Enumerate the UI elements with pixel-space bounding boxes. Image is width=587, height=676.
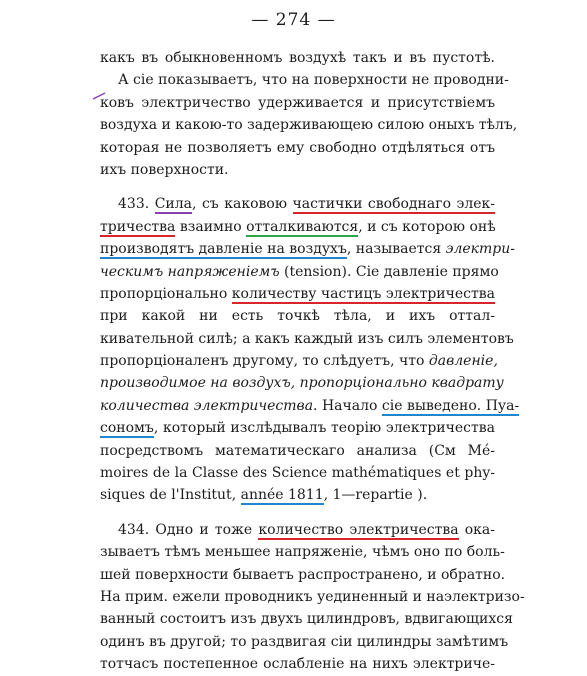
text-fragment: siques de l'Institut, — [100, 487, 241, 504]
highlight-pressure: производятъ давленіе на воздухъ — [100, 241, 347, 258]
text-line: ванный состоитъ изъ двухъ цилиндровъ, вдвигающихся — [100, 611, 513, 628]
paragraph-continuation — [100, 47, 518, 181]
text-fragment: , 1—repartie ). — [323, 487, 428, 504]
text-line: зываетъ тѣмъ меньшее напряженіе, чѣмъ оно по боль- — [100, 544, 505, 561]
section-number: 433. — [118, 196, 155, 213]
paragraph-434 — [100, 519, 525, 676]
highlight-year: année 1811 — [240, 487, 324, 504]
text-line: кивательной силѣ; а какъ каждый изъ силъ элементовъ — [100, 330, 514, 347]
text-line — [100, 238, 515, 260]
text-line — [100, 519, 495, 541]
section-number: 434. Одно и тоже — [118, 521, 259, 538]
text-line: одинъ въ другой; то раздвигая сіи цилиндры замѣтимъ — [100, 633, 509, 650]
text-line: посредствомъ математическаго анализа (См Mé- — [100, 442, 495, 459]
text-line — [100, 216, 495, 238]
highlight-poisson: сономъ — [100, 420, 154, 437]
italic-term: производимое на воздухъ, пропорціонально квадрату — [100, 375, 504, 392]
text-fragment: , и съ которою онѣ — [358, 218, 496, 235]
text-line — [100, 261, 499, 283]
italic-term: давленіе, — [428, 353, 498, 370]
text-line: тотчасъ постепенное ослабленіе на нихъ электриче- — [100, 656, 495, 673]
text-line — [100, 417, 495, 439]
highlight-repel: отталкиваются — [246, 218, 359, 235]
highlight-derived: сіе выведено. Пуа- — [381, 397, 520, 414]
highlight-particles: частички свободнаго элек- — [292, 196, 496, 213]
text-line — [100, 372, 504, 394]
text-line: какъ въ обыкновенномъ воздухѣ такъ и въ пустотѣ. — [100, 50, 495, 66]
text-line — [100, 283, 495, 305]
text-line: воздуха и какою-то задерживающею силою оныхъ тѣлъ, — [100, 117, 518, 134]
text-fragment: . Начало — [313, 397, 382, 414]
text-line: при какой ни есть точкѣ тѣла, и ихъ оттал- — [100, 308, 495, 325]
text-line: ковъ электричество удерживается и присутствіемъ — [100, 94, 495, 111]
text-fragment: , называется — [346, 241, 446, 258]
text-line — [100, 350, 498, 372]
text-fragment: пропорціонально — [100, 285, 232, 302]
text-fragment: (tension). Сіе давленіе прямо — [279, 263, 499, 280]
text-fragment: , который изслѣдывалъ теорію электричества — [153, 420, 495, 437]
italic-term: электри- — [445, 241, 515, 258]
highlight-quantity: количеству частицъ электричества — [231, 285, 495, 302]
text-line — [100, 395, 520, 417]
text-line: А сіе показываетъ, что на поверхности не проводни- — [118, 72, 509, 89]
text-column — [100, 47, 525, 676]
highlight-sila: Сила — [154, 196, 192, 213]
text-line: На прим. ежели проводникъ уединенный и наэлектризо- — [100, 588, 525, 605]
text-fragment: взаимно — [175, 218, 247, 235]
text-line — [100, 484, 495, 506]
highlight-quantity-2: количество электричества — [258, 521, 459, 538]
page-number: — 274 — — [251, 10, 336, 30]
paragraph-433 — [100, 193, 520, 506]
italic-term: количества электричества — [100, 397, 314, 414]
text-line: moires de la Classe des Science mathématiques et phy- — [100, 465, 495, 482]
highlight-electricity: тричества — [100, 218, 176, 235]
text-line: ихъ поверхности. — [100, 161, 229, 178]
italic-term: ческимъ напряженіемъ — [100, 263, 280, 280]
text-fragment: ока- — [458, 521, 495, 538]
text-fragment: , съ каковою — [192, 196, 293, 213]
text-fragment: пропорціоналенъ другому, то слѣдуетъ, что — [100, 353, 429, 370]
text-line: которая не позволяетъ ему свободно отдѣляться отъ — [100, 139, 495, 156]
text-line — [100, 193, 495, 215]
text-line: шей поверхности бываетъ распространено, и обратно. — [100, 566, 506, 583]
